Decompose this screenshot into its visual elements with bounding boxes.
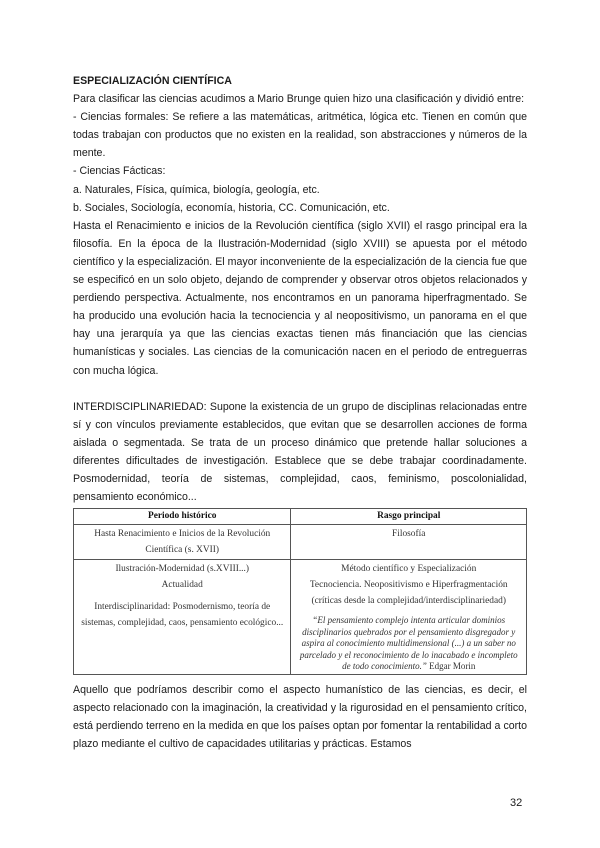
history-table: [73, 508, 527, 675]
paragraph-interdisciplinariedad: INTERDISCIPLINARIEDAD: Supone la existencia de un grupo de disciplinas relacionadas entre sí y con vínculos previamente establecidos, que evitan que se desarrollen acciones de forma aislada o segmentada. Se trata de un proceso dinámico que pretende hallar soluciones a diferentes dificultades de investigación. Establece que se debe trabajar coordinadamente. Posmodernidad, teoría de sistemas, complejidad, caos, feminismo, poscolonialidad, pensamiento económico...: [73, 400, 527, 504]
quote-author: Edgar Morin: [429, 661, 476, 672]
paragraph: Aquello que podríamos describir como el aspecto humanístico de las ciencias, es decir, el aspecto relacionado con la imaginación, la creatividad y la rigurosidad en el pensamiento crítico, está perdiendo terreno en la medida en que los países optan por fomentar la rentabilidad a corto plazo mediante el cultivo de capacidades utilitarias y prácticas. Estamos: [73, 683, 527, 750]
paragraph: - Ciencias Fácticas:: [73, 165, 166, 178]
table-header-row: [74, 509, 527, 525]
table-cell: Hasta Renacimiento e Inicios de la Revolución Científica (s. XVII): [74, 525, 291, 560]
paragraph: - Ciencias formales: Se refiere a las matemáticas, aritmética, lógica etc. Tienen en común que todas trabajan con productos que no existen en la realidad, son abstracciones y números de la mente.: [73, 111, 527, 160]
page-body: [73, 72, 527, 753]
table-row: [74, 560, 527, 675]
cell-text: Interdisciplinaridad: Posmodernismo, teoría de sistemas, complejidad, caos, pensamiento ecológico...: [81, 602, 284, 629]
section-title: ESPECIALIZACIÓN CIENTÍFICA: [73, 75, 232, 87]
cell-text: (críticas desde la complejidad/interdisciplinariedad): [311, 596, 506, 607]
table-cell: Filosofía: [291, 525, 527, 560]
paragraph: Hasta el Renacimiento e inicios de la Revolución científica (siglo XVII) el rasgo principal era la filosofía. En la época de la Ilustración-Modernidad (siglo XVIII) se apuesta por el método científico y la especialización. El mayor inconveniente de la especialización de la ciencia fue que se especificó en un solo objeto, dejando de comprender y observar otros objetos relacionados y perdiendo perspectiva. Actualmente, nos encontramos en un panorama hiperfragmentado. Se ha producido una evolución hacia la tecnociencia y al neopositivismo, un panorama en el que hay una jerarquía ya que las ciencias exactas tienen más financiación que las ciencias humanísticas y sociales. Las ciencias de la comunicación nacen en el periodo de entreguerras con mucha lógica.: [73, 219, 527, 377]
cell-text: Ilustración-Modernidad (s.XVIII...): [115, 564, 249, 575]
table-header: Rasgo principal: [291, 509, 527, 525]
table-cell: [291, 560, 527, 675]
cell-text: Tecnociencia. Neopositivismo e Hiperfragmentación: [309, 580, 508, 591]
spacer: [73, 380, 527, 398]
table-row: [74, 525, 527, 560]
paragraph: b. Sociales, Sociología, economía, historia, CC. Comunicación, etc.: [73, 201, 390, 214]
paragraph: Para clasificar las ciencias acudimos a Mario Brunge quien hizo una clasificación y dividió entre:: [73, 93, 525, 106]
table-cell: [74, 560, 291, 675]
paragraph: a. Naturales, Física, química, biología, geología, etc.: [73, 183, 320, 196]
quote-text: “El pensamiento complejo intenta articular dominios disciplinarios quebrados por el pensamiento disgregador y aspira al conocimiento multidimensional (...) a un saber no parcelado y el reconocimiento de lo inacabado e incompleto de todo conocimiento.”: [299, 615, 518, 672]
cell-text: Actualidad: [161, 580, 203, 591]
page-number: 32: [510, 797, 523, 809]
morin-quote: [297, 615, 520, 673]
cell-text: Método científico y Especialización: [341, 564, 477, 575]
table-header: Periodo histórico: [74, 509, 291, 525]
